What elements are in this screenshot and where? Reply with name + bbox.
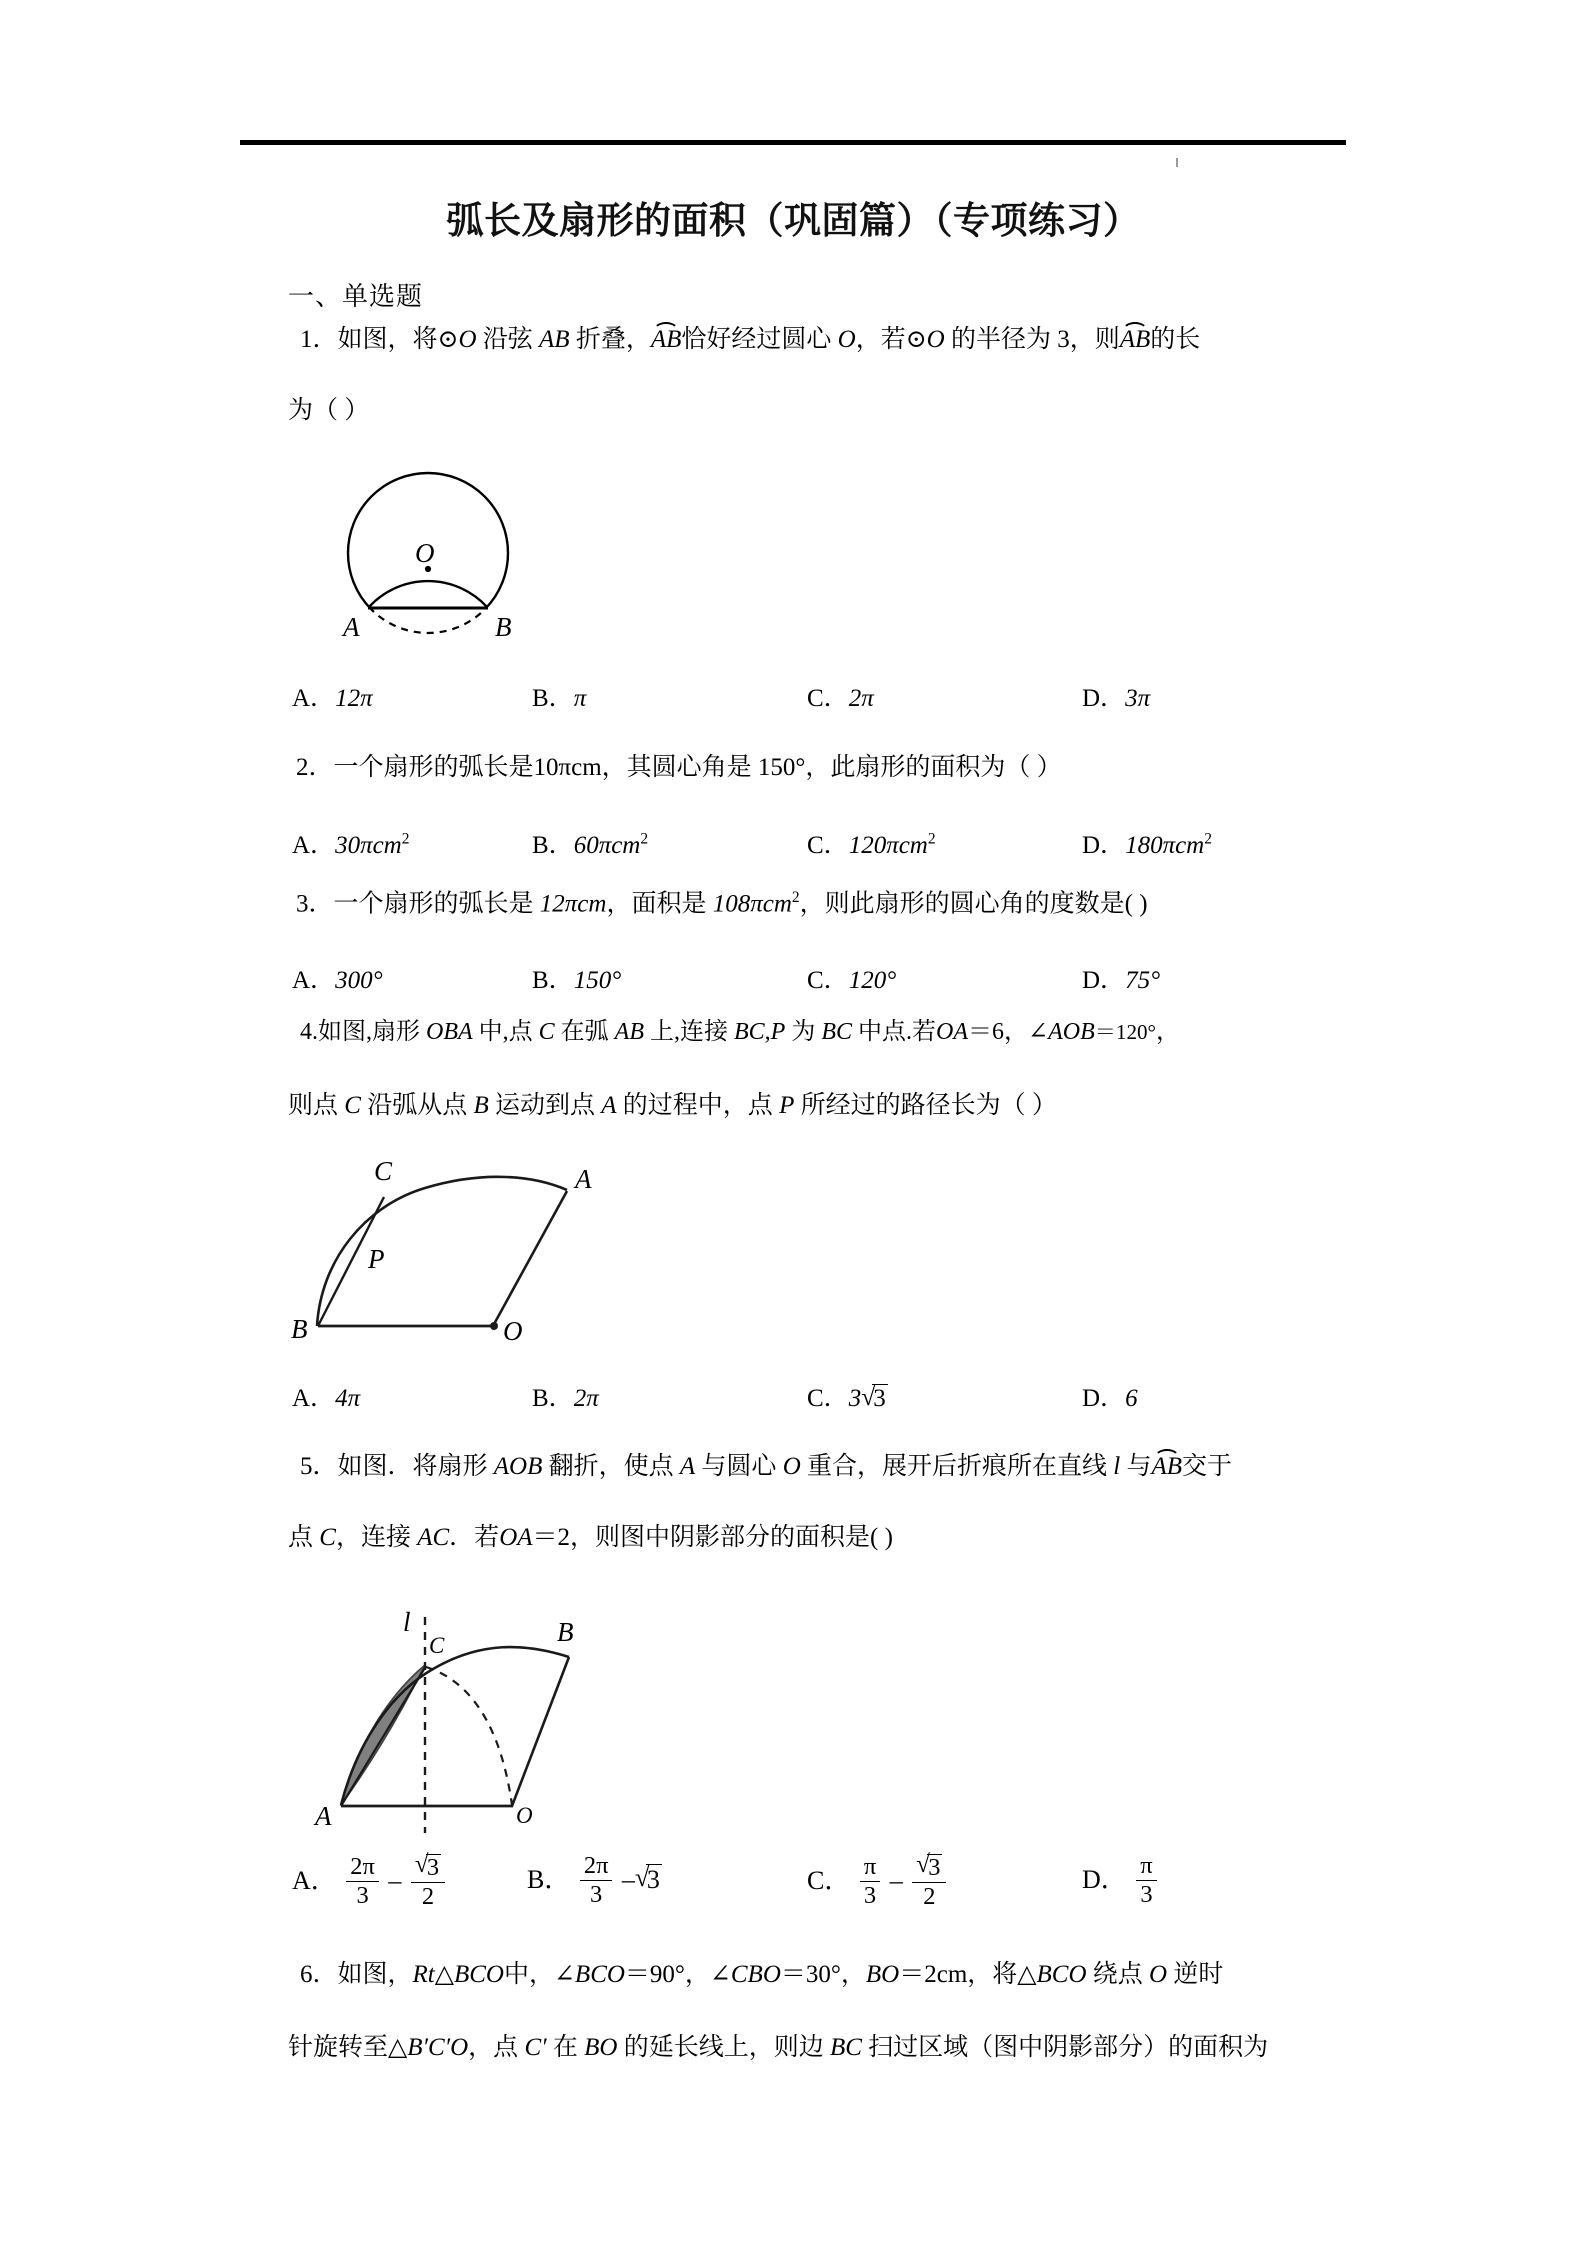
q5l2-c: ，连接 — [335, 1524, 418, 1551]
q6-i: CBO — [730, 1961, 781, 1988]
q4l2-e: 运动到点 — [488, 1092, 602, 1119]
question-1-figure — [280, 435, 580, 665]
q4-label-o: O — [503, 1316, 523, 1346]
q6-j: ＝30° — [780, 1961, 841, 1988]
q6-h: ，∠ — [684, 1961, 731, 1988]
q5l2-h: ，则图中阴影部分的面积是( ) — [570, 1524, 893, 1551]
q5-e: 与圆心 — [695, 1453, 783, 1480]
q3-text-b: 12πcm — [539, 890, 607, 918]
q3-option-a[interactable]: A．300° — [292, 967, 383, 994]
q1-text-d: AB — [539, 326, 570, 353]
q3-option-b[interactable]: B．150° — [532, 967, 622, 994]
q2-option-b[interactable]: B．60πcm$^2$ — [532, 830, 649, 859]
q6l2-b: B′C′O — [407, 2034, 469, 2061]
q6l2-g: 的延长线上，则边 — [617, 2034, 830, 2061]
q4-label-p: P — [368, 1244, 385, 1274]
q4-text-m: 中点.若 — [852, 1019, 937, 1045]
q1-option-a[interactable]: A．12π — [292, 685, 373, 712]
q4-text-k: 为 — [785, 1019, 822, 1045]
q4l2-h: P — [779, 1092, 795, 1119]
q4-text-p: ，∠ — [1004, 1019, 1049, 1045]
q1-label-a: A — [343, 612, 360, 642]
q4-option-c[interactable]: C．3 √ 3 — [807, 1378, 888, 1414]
q6l2-e: 在 — [546, 2034, 585, 2061]
q5-d: A — [679, 1453, 696, 1480]
q4l2-f: A — [601, 1092, 617, 1119]
q4-text-b: OBA — [426, 1019, 473, 1045]
q6-a: 6．如图， — [300, 1961, 413, 1988]
question-6-line-1 — [300, 1962, 1223, 1988]
q4-label-c: C — [374, 1156, 393, 1186]
q5-b: AOB — [493, 1453, 543, 1480]
q5-a: 5．如图．将扇形 — [300, 1453, 494, 1480]
q4-text-f: AB — [614, 1019, 644, 1045]
q5l2-e: ．若 — [449, 1524, 500, 1551]
q4-text-o: ＝6 — [968, 1019, 1005, 1045]
q6-m: ＝2cm，将 — [899, 1961, 1018, 1988]
q5-arc-ab: AB — [1151, 1453, 1183, 1480]
question-4-line-1 — [300, 1020, 1180, 1045]
q6l2-d: C′ — [524, 2034, 547, 2061]
q6-c: △ — [434, 1961, 454, 1988]
q4-option-a[interactable]: A．4π — [292, 1385, 361, 1412]
q3-option-d[interactable]: D．75° — [1082, 967, 1161, 994]
q6-b: Rt — [412, 1961, 435, 1988]
q1-text-e: 折叠， — [569, 326, 651, 353]
q4l2-d: B — [473, 1092, 489, 1119]
q6-g: ＝90° — [624, 1961, 685, 1988]
q3-text-d: 108πcm — [712, 890, 792, 918]
q5-j: 交于 — [1182, 1453, 1233, 1480]
q4-text-n: OA — [936, 1019, 969, 1045]
q1-option-c[interactable]: C．2π — [807, 685, 874, 712]
q3-text-a: 3．一个扇形的弧长是 — [296, 890, 540, 918]
q2-option-c[interactable]: C．120πcm$^2$ — [807, 830, 936, 859]
q5-option-c[interactable]: C． $\frac{\pi}{3}$ – √ $\frac{3}{2}$ — [807, 1855, 949, 1911]
q4-text-h: BC — [734, 1019, 765, 1045]
question-2-text: 2．一个扇形的弧长是10πcm，其圆心角是 150°，此扇形的面积为（ ） — [296, 754, 1062, 781]
q5-label-l: l — [403, 1607, 411, 1637]
q6l2-a: 针旋转至△ — [288, 2034, 408, 2061]
q5-label-o: O — [516, 1803, 533, 1828]
q6-d: BCO — [453, 1961, 504, 1988]
q4-label-a: A — [575, 1164, 592, 1194]
question-1-line-2: 为（ ） — [288, 397, 370, 424]
q4l2-i: 所经过的路径长为（ ） — [794, 1092, 1057, 1119]
q3-text-sup: 2 — [791, 889, 800, 906]
q1-text-c: 沿弦 — [476, 326, 540, 353]
q4-option-d[interactable]: D．6 — [1082, 1385, 1138, 1412]
q6l2-c: ，点 — [468, 2034, 525, 2061]
q1-text-f: 恰好经过圆心 — [681, 326, 838, 353]
q4-text-c: 中,点 — [472, 1019, 539, 1045]
q1-text-j: 的半径为 3，则 — [944, 326, 1120, 353]
q5l2-f: OA — [499, 1524, 533, 1551]
question-5-line-2 — [288, 1525, 893, 1551]
page-title: 弧长及扇形的面积（巩固篇）（专项练习） — [446, 199, 1141, 242]
q4-text-q: AOB — [1048, 1019, 1095, 1045]
question-5-line-1 — [300, 1452, 1232, 1480]
q5-i: 与 — [1120, 1453, 1152, 1480]
q1-option-d[interactable]: D．3π — [1082, 685, 1151, 712]
q3-text-c: ，面积是 — [606, 890, 713, 918]
q6-p: O — [1149, 1961, 1168, 1988]
q4-label-b: B — [291, 1314, 308, 1344]
q1-text-a: 1．如图，将⊙ — [300, 326, 459, 353]
q5-c: 翻折，使点 — [542, 1453, 680, 1480]
q4-text-l: BC — [821, 1019, 853, 1045]
q1-text-k: 的长 — [1150, 326, 1201, 353]
q4-text-e: 在弧 — [554, 1019, 615, 1045]
q6l2-h: BC — [829, 2034, 862, 2061]
section-heading: 一、单选题 — [288, 282, 424, 311]
q4-text-s: ， — [1156, 1019, 1180, 1045]
q4l2-g: 的过程中，点 — [616, 1092, 780, 1119]
q5-f: O — [782, 1453, 801, 1480]
q3-text-e: ，则此扇形的圆心角的度数是( ) — [799, 890, 1148, 918]
header-divider — [240, 140, 1346, 145]
q5l2-b: C — [319, 1524, 336, 1551]
q5-label-a: A — [315, 1801, 332, 1831]
question-5-figure — [285, 1585, 625, 1835]
question-4-line-2 — [288, 1093, 1057, 1119]
q6-k: ， — [840, 1961, 866, 1988]
q4-text-a: 4.如图,扇形 — [300, 1019, 426, 1045]
q4-text-d: C — [538, 1019, 555, 1045]
q5-option-a[interactable]: A． $\frac{2\pi}{3}$ – √ $\frac{3}{2}$ — [292, 1855, 448, 1911]
q5-g: 重合，展开后折痕所在直线 — [800, 1453, 1114, 1480]
header-tick-mark — [1176, 158, 1178, 167]
q6-e: 中，∠ — [503, 1961, 575, 1988]
q4l2-a: 则点 — [288, 1092, 345, 1119]
q6l2-i: 扫过区域（图中阴影部分）的面积为 — [861, 2034, 1269, 2061]
q4l2-b: C — [344, 1092, 361, 1119]
q1-option-b[interactable]: B．π — [532, 685, 587, 712]
q4-option-b[interactable]: B．2π — [532, 1385, 599, 1412]
q6l2-f: BO — [584, 2034, 618, 2061]
q5-option-d[interactable]: D． $\frac{\pi}{3}$ — [1082, 1855, 1160, 1909]
q6-o: 绕点 — [1086, 1961, 1150, 1988]
question-4-figure — [285, 1140, 625, 1360]
q6-f: BCO — [574, 1961, 625, 1988]
question-1-line-1 — [300, 325, 1200, 353]
q1-arc-ab-2: AB — [1119, 326, 1151, 353]
q6-l: BO — [865, 1961, 900, 1988]
q5-h: l — [1113, 1453, 1121, 1480]
q4-text-j: P — [770, 1019, 786, 1045]
q6-q: 逆时 — [1167, 1961, 1224, 1988]
q3-option-c[interactable]: C．120° — [807, 967, 897, 994]
q5l2-d: AC — [417, 1524, 450, 1551]
q6-n: △BCO — [1017, 1961, 1087, 1988]
q5-option-b[interactable]: B． $\frac{2\pi}{3}$ – √ 3 — [527, 1855, 662, 1909]
q1-text-i: O — [926, 326, 945, 353]
q5l2-a: 点 — [288, 1524, 320, 1551]
q4-text-i: , — [764, 1019, 771, 1045]
q5-label-c: C — [429, 1633, 445, 1658]
q4-text-r: ＝120° — [1094, 1020, 1156, 1044]
q4-text-g: 上,连接 — [644, 1019, 734, 1045]
question-6-line-2 — [288, 2035, 1268, 2061]
q1-text-h: ，若⊙ — [855, 326, 927, 353]
q2-option-a[interactable]: A．30πcm$^2$ — [292, 830, 410, 859]
q2-option-d[interactable]: D．180πcm$^2$ — [1082, 830, 1212, 859]
q5l2-g: ＝2 — [532, 1524, 571, 1551]
q4l2-c: 沿弧从点 — [360, 1092, 474, 1119]
q5-label-b: B — [557, 1617, 574, 1647]
q1-arc-ab-1: AB — [650, 326, 682, 353]
q1-text-b: O — [458, 326, 477, 353]
q1-label-b: B — [495, 612, 512, 642]
question-3-text — [296, 890, 1148, 918]
q1-label-o: O — [415, 538, 435, 568]
q1-text-g: O — [837, 326, 856, 353]
